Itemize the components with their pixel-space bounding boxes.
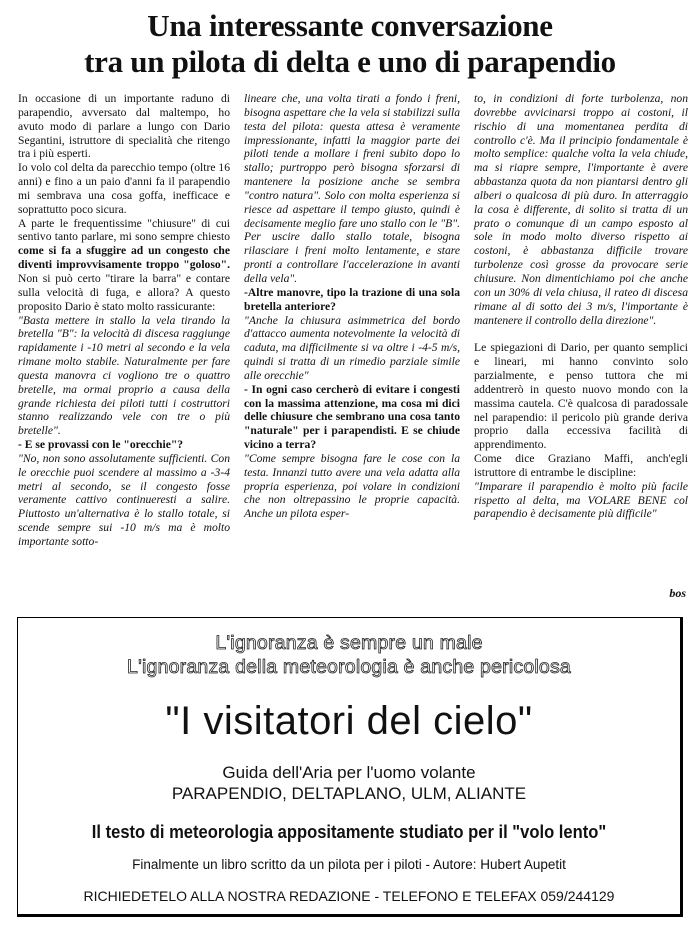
- bold-question-span: come si fa a sfuggire ad un congesto che diventi improvvisamente troppo "goloso".: [18, 244, 230, 272]
- quote-paragraph: "Basta mettere in stallo la vela tirando la bretella "B": la velocità di discesa raggiunge rapidamente i -10 metri al secondo e la vela rimane molto stabile. Naturalmente per fare questa manovra ci vogliono tre o quattro bretelle, ma ormai proprio a causa della grande richiesta dei piloti tutti i costruttori stanno realizzando vele con tre o più bretelle".: [18, 313, 230, 438]
- paragraph: Io volo col delta da parecchio tempo (oltre 16 anni) e fino a un paio d'anni fa il parapendio mi sembrava una cosa goffa, inefficace e soprattutto poco sicura.: [18, 161, 230, 216]
- ad-book-title: "I visitatori del cielo": [165, 699, 533, 743]
- paragraph: Le spiegazioni di Dario, per quanto semplici e lineari, mi hanno convinto solo parzialmente, e penso tuttora che mi addentrerò in questo nuovo mondo con la massima cautela. C'è qualcosa di paradossale nel parapendio: il pericolo più grande deriva proprio dalla eccessiva facilità di apprendimento.: [474, 341, 688, 452]
- article-title: [0, 8, 700, 80]
- ad-contact-line: RICHIEDETELO ALLA NOSTRA REDAZIONE - TELEFONO E TELEFAX 059/244129: [83, 888, 615, 904]
- ad-tagline: Il testo di meteorologia appositamente studiato per il "volo lento": [91, 822, 607, 842]
- advertisement-box: [17, 617, 683, 917]
- quote-paragraph: "Come sempre bisogna fare le cose con la testa. Innanzi tutto avere una vela adatta alla propria esperienza, poi volare in condizioni che non oltrepassino le proprie capacità. Anche un pilota esper-: [244, 451, 460, 521]
- ad-motto-line-2: L'ignoranza della meteorologia è anche pericolosa: [127, 656, 571, 678]
- title-line-2: tra un pilota di delta e uno di parapendio: [84, 44, 616, 79]
- article-column-2: [244, 92, 460, 521]
- article-column-1: [18, 92, 230, 549]
- quote-paragraph: to, in condizioni di forte turbolenza, non dovrebbe avvicinarsi troppo ai costoni, il rischio di una momentanea perdita di controllo c'è. Ma il principio fondamentale è molto semplice: qualche volta la vela chiude, ma si riapre sempre, l'importante è avere abbastanza quota da non piantarsi dentro gli alberi o qualcosa di più duro. In atterraggio la cosa è differente, di solito si tratta di un prato o comunque di un campo esposto al sole in modo molto diverso rispetto ai costoni, è abbastanza difficile trovare turbolenze così grosse da provocare serie chiusure. Non dimentichiamo poi che anche con un 30% di vela chiusa, il rateo di discesa rimane al di sotto dei 3 m/s, l'importante è mantenere il controllo della direzione".: [474, 92, 688, 327]
- quote-paragraph: "Imparare il parapendio è molto più facile rispetto al delta, ma VOLARE BENE col parapendio è decisamente più difficile": [474, 479, 688, 521]
- ad-motto-line-1: L'ignoranza è sempre un male: [215, 632, 483, 654]
- ad-author-line: Finalmente un libro scritto da un pilota per i piloti - Autore: Hubert Aupetit: [132, 857, 566, 872]
- text-span: Non si può certo "tirare la barra" e contare sulla velocità di fuga, e allora? A questo proposito Dario è stato molto rassicurante:: [18, 271, 230, 313]
- ad-book-subtitle: Guida dell'Aria per l'uomo volante: [222, 763, 476, 782]
- article-column-3: [474, 92, 688, 521]
- quote-paragraph: lineare che, una volta tirati a fondo i freni, bisogna aspettare che la vela si stabilizzi sulla testa del pilota: questa attesa è veramente impressionante, infatti la maggior parte dei piloti tende a mollare i freni subito dopo lo stallo; purtroppo però bisogna sforzarsi di mantenere la posizione anche se sembra "contro natura". Solo con molta esperienza si riesce ad aspettare il tempo giusto, quindi è decisamente meglio fare uno stallo con le "B". Per uscire dallo stallo totale, bisogna rilasciare i freni molto lentamente, e stare pronti a controllare l'accelerazione in avanti della vela".: [244, 92, 460, 285]
- interview-question: - In ogni caso cercherò di evitare i congesti con la massima attenzione, ma cosa mi dici delle chiusure che sembrano una cosa tanto "naturale" per i parapendisti. E se chiude vicino a terra?: [244, 382, 460, 452]
- paragraph: Come dice Graziano Maffi, anch'egli istruttore di entrambe le discipline:: [474, 452, 688, 479]
- interview-question: -Altre manovre, tipo la trazione di una sola bretella anteriore?: [244, 285, 460, 313]
- paragraph-intro: In occasione di un importante raduno di parapendio, avversato dal maltempo, ho avuto modo di parlare a lungo con Dario Segantini, istruttore di specialità che ritengo tra i più esperti.: [18, 92, 230, 161]
- paragraph-gap: [474, 327, 688, 341]
- title-line-1: Una interessante conversazione: [147, 8, 553, 43]
- text-span: A parte le frequentissime "chiusure" di cui sentivo tanto parlare, mi sono sempre chiesto: [18, 216, 230, 244]
- interview-question: - E se provassi con le "orecchie"?: [18, 438, 184, 452]
- quote-paragraph: "No, non sono assolutamente sufficienti. Con le orecchie puoi scendere al massimo a -3-4 metri al secondo, se il congesto fosse veramente cattivo continueresti a salire. Piuttosto un'alternativa è lo stallo totale, si scende sempre sui -10 m/s ma è molto importante sotto-: [18, 451, 230, 548]
- author-signature: bos: [669, 586, 686, 600]
- ad-aircraft-types: PARAPENDIO, DELTAPLANO, ULM, ALIANTE: [171, 784, 527, 803]
- quote-paragraph: "Anche la chiusura asimmetrica del bordo d'attacco aumenta notevolmente la velocità di caduta, ma difficilmente si va oltre i -4-5 m/s, quindi si tratta di un rimedio parziale simile alle orecchie": [244, 313, 460, 382]
- paragraph: [18, 217, 230, 314]
